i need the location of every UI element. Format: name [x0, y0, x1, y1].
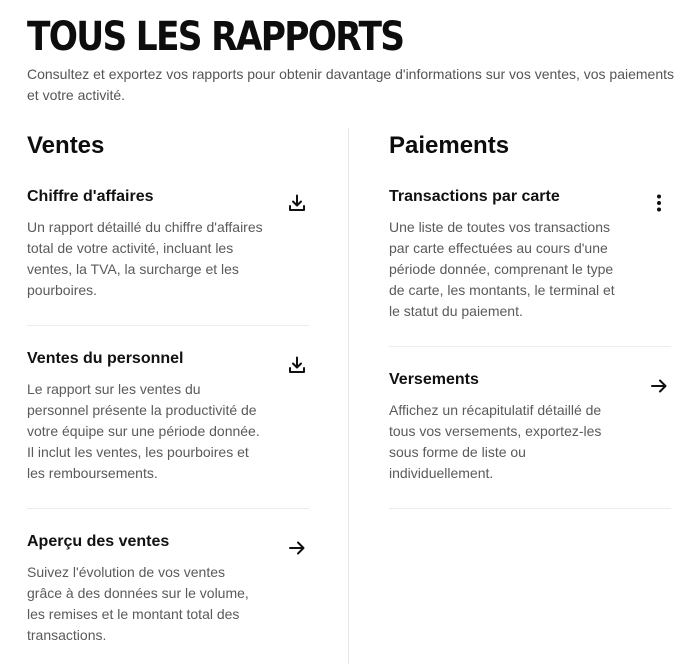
- report-card-transactions-carte[interactable]: [389, 164, 671, 347]
- ventes-section: [27, 128, 309, 670]
- page-title: TOUS LES RAPPORTS: [27, 14, 404, 60]
- report-card-description: Affichez un récapitulatif détaillé de tous vos versements, exportez-les sous forme de liste ou individuellement.: [389, 402, 602, 481]
- section-title-ventes: Ventes: [27, 132, 105, 159]
- report-card-apercu-ventes[interactable]: [27, 509, 309, 670]
- report-card-title: Versements: [389, 371, 479, 388]
- section-title-paiements: Paiements: [389, 132, 510, 159]
- report-card-ventes-personnel[interactable]: [27, 326, 309, 509]
- arrow-right-icon[interactable]: [647, 374, 671, 398]
- report-card-description: Suivez l'évolution de vos ventes grâce à des données sur le volume, les remises et le montant total des transactions.: [27, 564, 249, 643]
- report-card-versements[interactable]: [389, 347, 671, 509]
- page-subtitle: Consultez et exportez vos rapports pour obtenir davantage d'informations sur vos ventes, vos paiements et votre activité.: [27, 66, 675, 103]
- report-card-description: Le rapport sur les ventes du personnel présente la productivité de votre équipe sur une période donnée. Il inclut les ventes, les pourboires et les remboursements.: [27, 381, 260, 481]
- paiements-section: [389, 128, 671, 509]
- report-card-title: Chiffre d'affaires: [27, 188, 154, 205]
- report-card-description: Une liste de toutes vos transactions par carte effectuées au cours d'une période donnée, comprenant le type de carte, les montants, le terminal et le statut du paiement.: [389, 219, 615, 319]
- report-card-chiffre-affaires[interactable]: [27, 164, 309, 326]
- column-divider: [348, 128, 349, 664]
- more-vertical-icon[interactable]: [647, 191, 671, 215]
- report-card-title: Aperçu des ventes: [27, 533, 170, 550]
- report-card-title: Ventes du personnel: [27, 350, 184, 367]
- arrow-right-icon[interactable]: [285, 536, 309, 560]
- download-icon[interactable]: [285, 353, 309, 377]
- report-card-description: Un rapport détaillé du chiffre d'affaires total de votre activité, incluant les ventes, la TVA, la surcharge et les pourboires.: [27, 219, 263, 298]
- download-icon[interactable]: [285, 191, 309, 215]
- report-card-title: Transactions par carte: [389, 188, 560, 205]
